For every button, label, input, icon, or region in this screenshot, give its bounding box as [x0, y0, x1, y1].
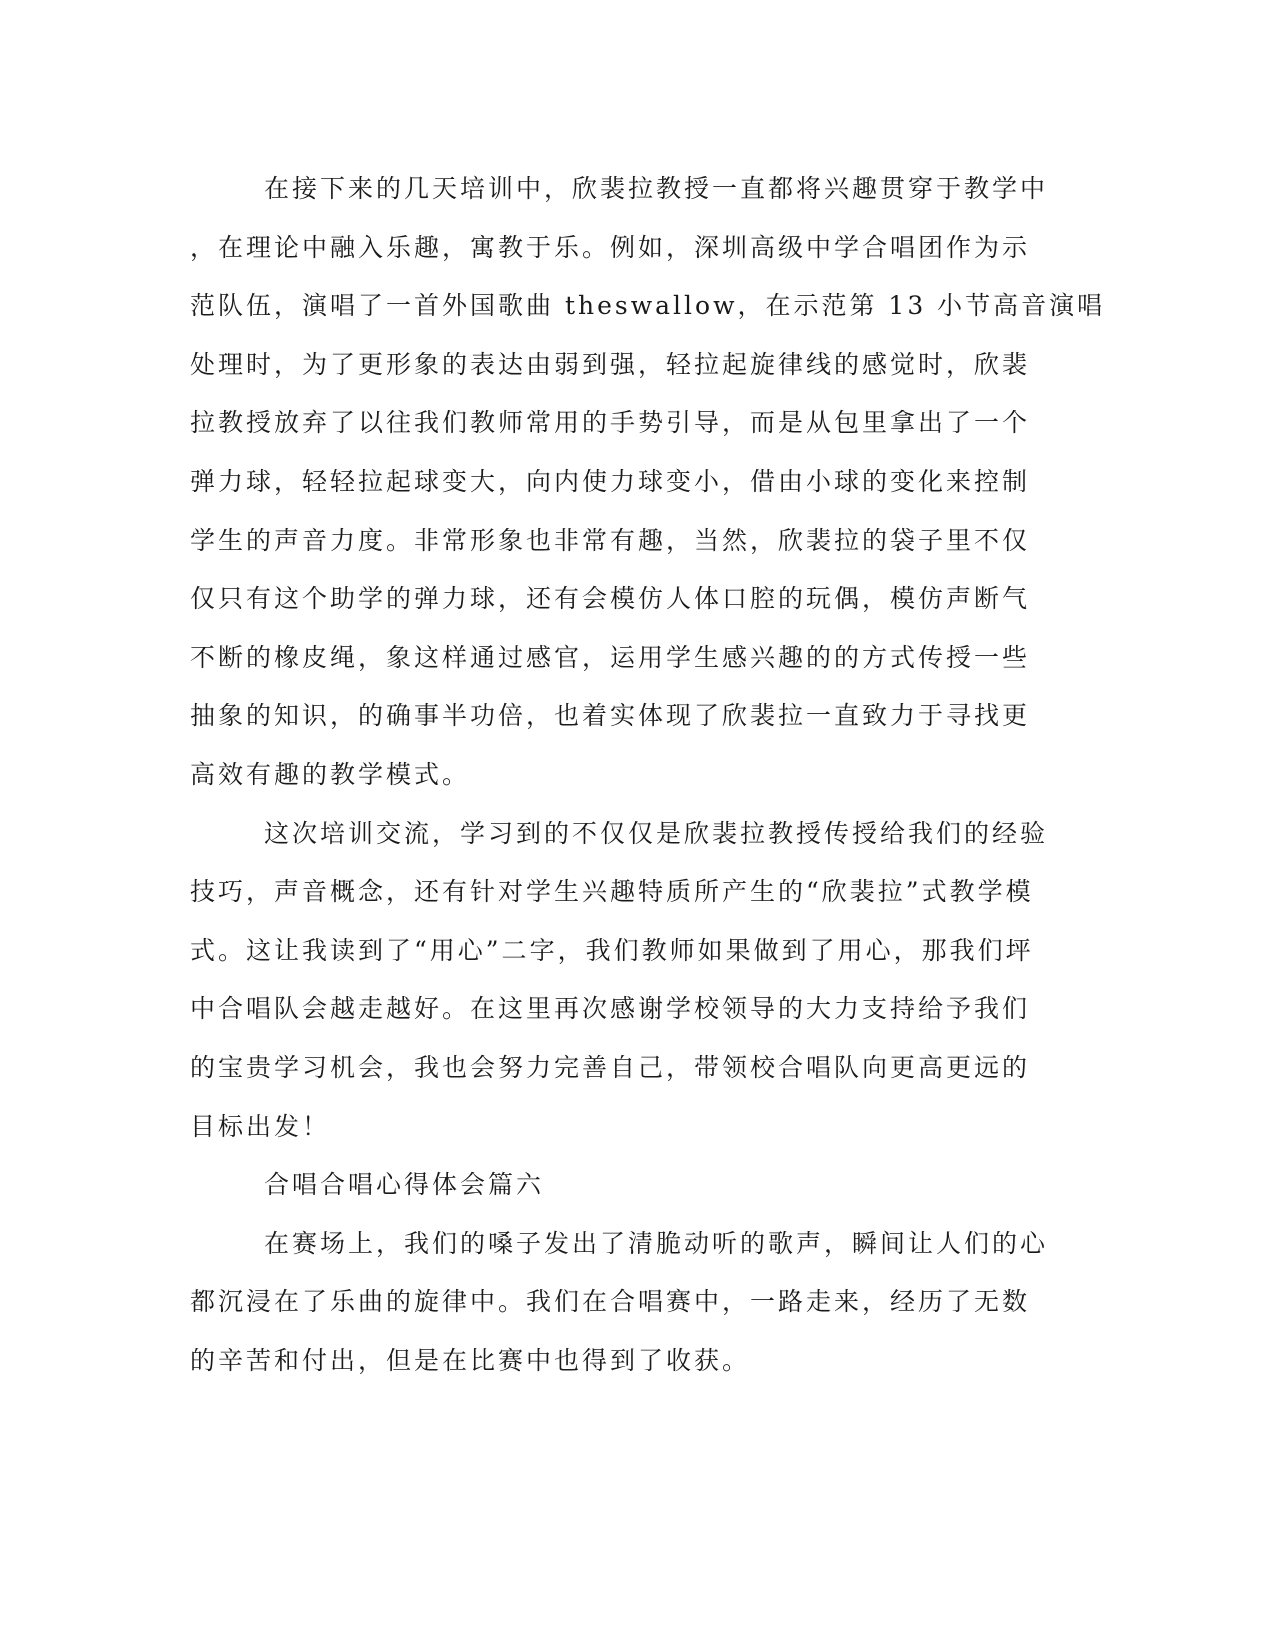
text-line: 抽象的知识，的确事半功倍，也着实体现了欣裴拉一直致力于寻找更	[190, 701, 1031, 731]
text-line: 都沉浸在了乐曲的旋律中。我们在合唱赛中，一路走来，经历了无数	[190, 1287, 1031, 1317]
text-line: 处理时，为了更形象的表达由弱到强，轻拉起旋律线的感觉时，欣裴	[190, 349, 1031, 379]
text-line: 这次培训交流，学习到的不仅仅是欣裴拉教授传授给我们的经验	[264, 818, 1049, 848]
text-line: 不断的橡皮绳，象这样通过感官，运用学生感兴趣的的方式传授一些	[190, 642, 1031, 672]
text-line: ，在理论中融入乐趣，寓教于乐。例如，深圳高级中学合唱团作为示	[190, 232, 1031, 262]
text-line: 拉教授放弃了以往我们教师常用的手势引导，而是从包里拿出了一个	[190, 408, 1031, 438]
text-line: 的辛苦和付出，但是在比赛中也得到了收获。	[190, 1345, 751, 1375]
paragraph-competition	[190, 1215, 1080, 1391]
text-line: 仅只有这个助学的弹力球，还有会模仿人体口腔的玩偶，模仿声断气	[190, 584, 1031, 614]
text-line: 中合唱队会越走越好。在这里再次感谢学校领导的大力支持给予我们	[190, 994, 1031, 1024]
heading-text: 合唱合唱心得体会篇六	[264, 1170, 545, 1200]
text-line: 在接下来的几天培训中，欣裴拉教授一直都将兴趣贯穿于教学中	[264, 174, 1049, 203]
paragraph-training-summary	[190, 805, 1080, 1157]
paragraph-training-details	[190, 160, 1106, 805]
section-heading	[190, 1156, 1080, 1215]
text-line: 范队伍，演唱了一首外国歌曲 theswallow，在示范第 13 小节高音演唱	[190, 291, 1106, 321]
text-line: 高效有趣的教学模式。	[190, 759, 471, 789]
document-page	[190, 160, 1106, 1390]
text-line: 弹力球，轻轻拉起球变大，向内使力球变小，借由小球的变化来控制	[190, 466, 1031, 496]
text-line: 在赛场上，我们的嗓子发出了清脆动听的歌声，瞬间让人们的心	[264, 1228, 1049, 1258]
text-line: 学生的声音力度。非常形象也非常有趣，当然，欣裴拉的袋子里不仅	[190, 525, 1031, 555]
text-line: 技巧，声音概念，还有针对学生兴趣特质所产生的“欣裴拉”式教学模	[190, 877, 1034, 907]
text-line: 式。这让我读到了“用心”二字，我们教师如果做到了用心，那我们坪	[190, 935, 1034, 965]
text-line: 目标出发！	[190, 1111, 331, 1141]
text-line: 的宝贵学习机会，我也会努力完善自己，带领校合唱队向更高更远的	[190, 1052, 1031, 1082]
